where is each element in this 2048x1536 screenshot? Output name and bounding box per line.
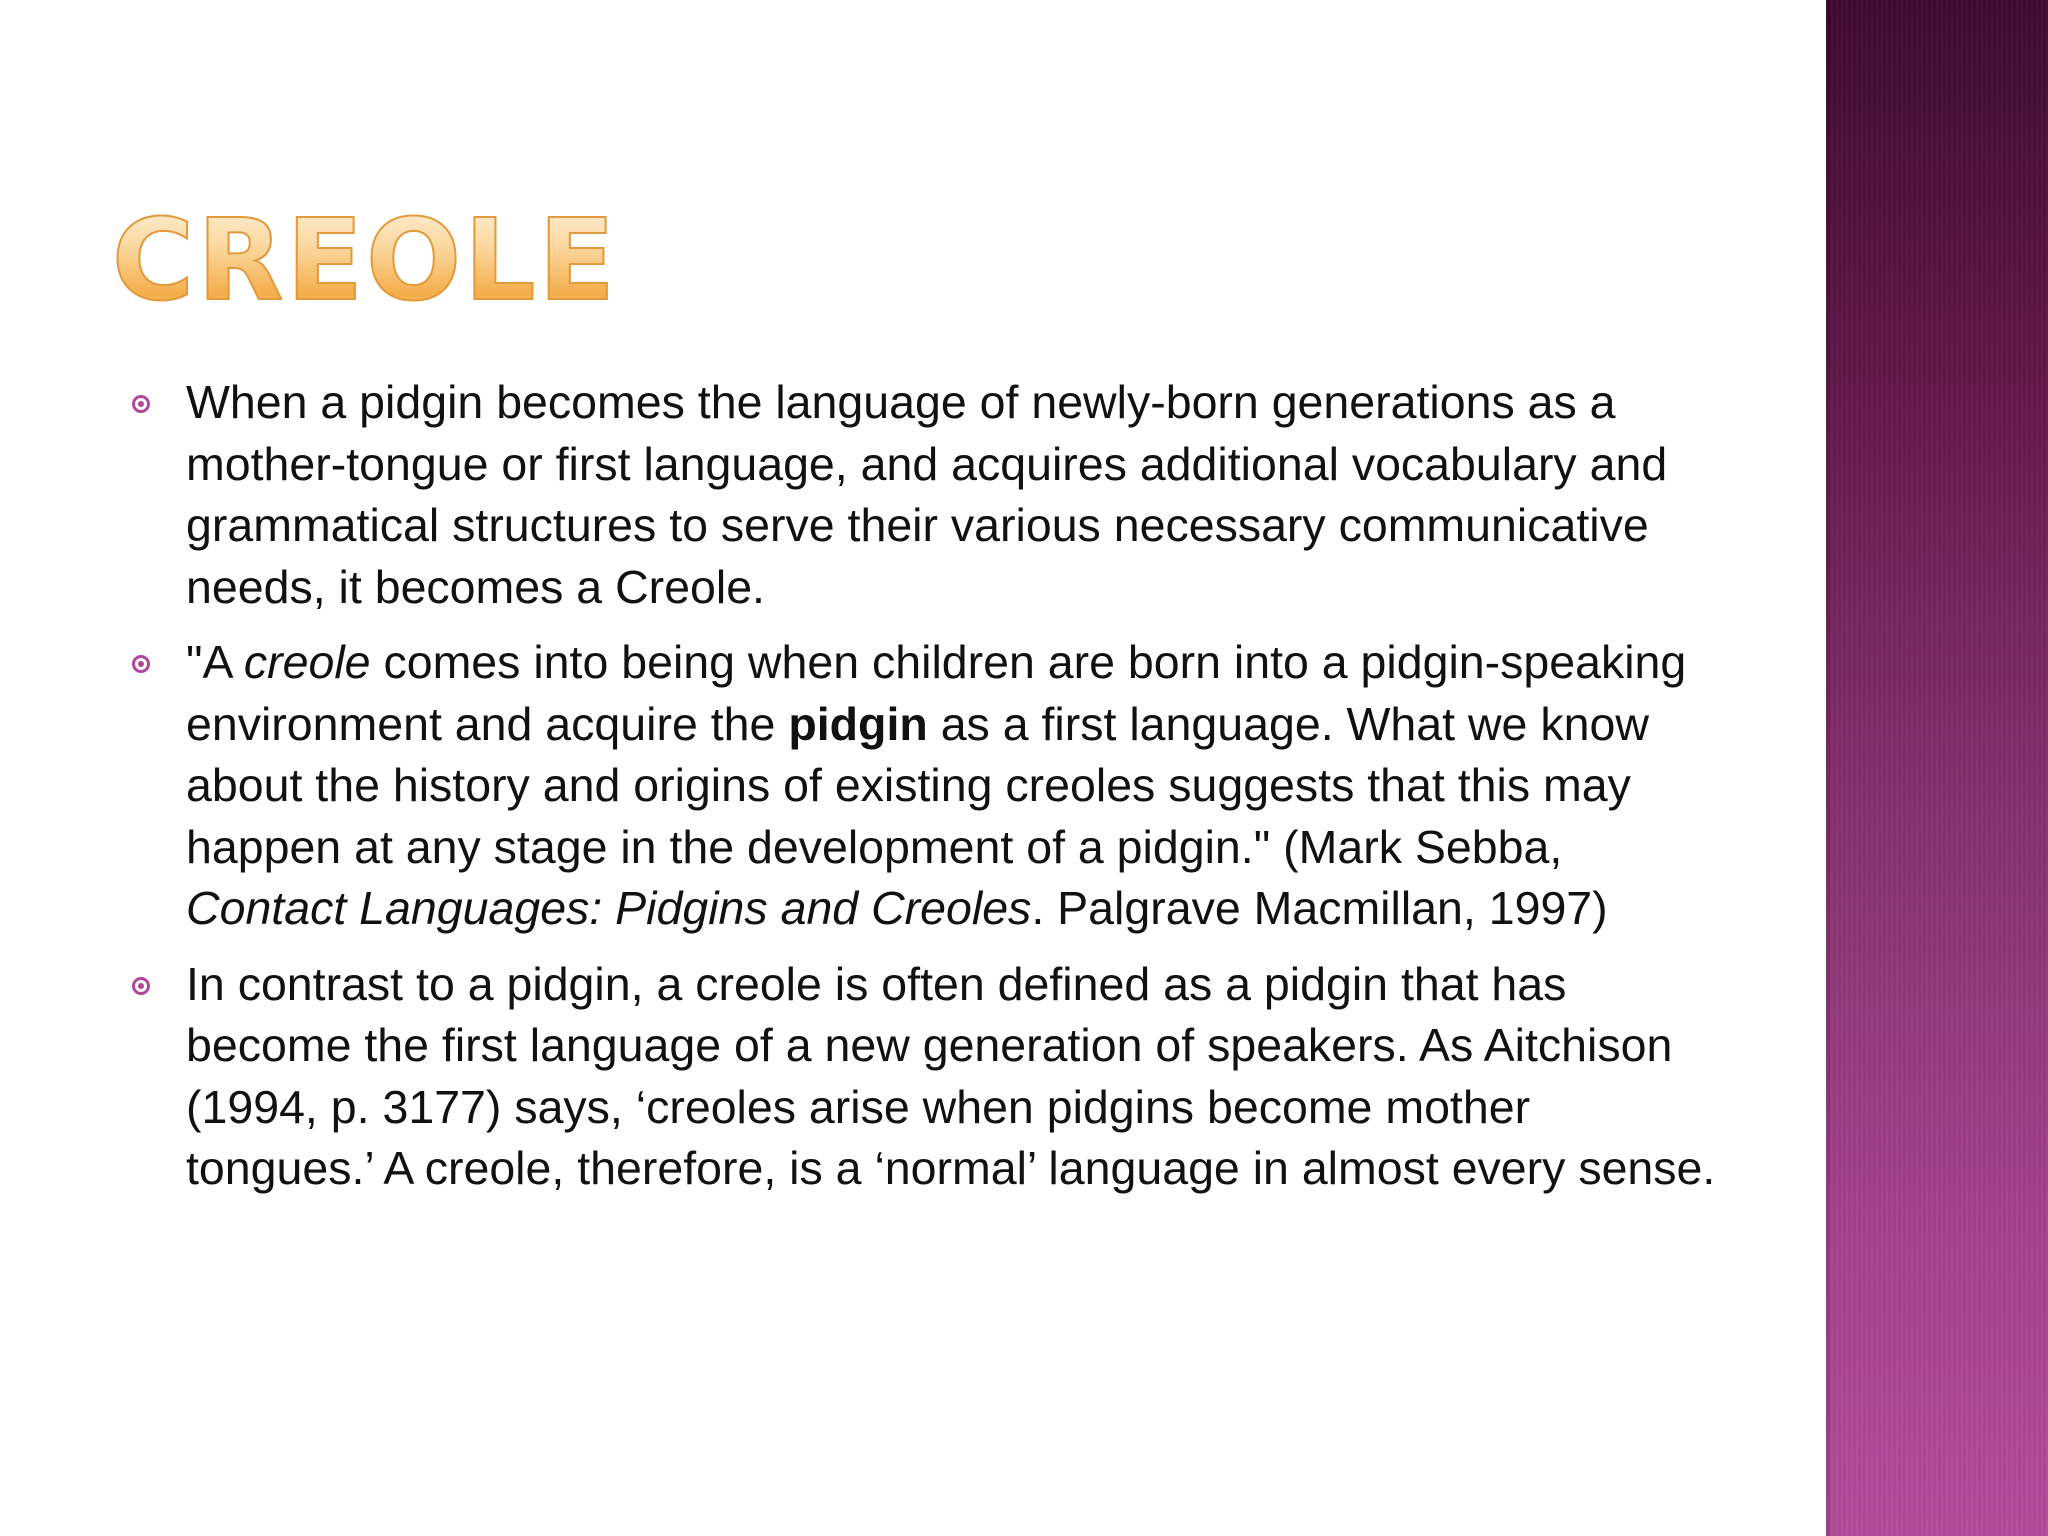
bullet-text: When a pidgin becomes the language of newly-born generations as a mother-tongue or first language, and acquires additional vocabulary and grammatical structures to serve their various necessary communicative needs, it becomes a Creole. (186, 376, 1668, 613)
circle-bullet-icon (132, 395, 150, 413)
italic-term: creole (243, 636, 371, 688)
decorative-side-band (1826, 0, 2048, 1536)
text-segment: as a first language. What we know about the history and origins of existing creoles suggests that this may happen at any stage in the development of a pidgin." (Mark Sebba, (186, 697, 1649, 873)
circle-bullet-icon (132, 655, 150, 673)
bullet-text: In contrast to a pidgin, a creole is often defined as a pidgin that has become the first language of a new generation of speakers. As Aitchison (1994, p. 3177) says, ‘creoles arise when pidgins become mother tongues.’ A creole, therefore, is a ‘normal’ language in almost every sense. (186, 957, 1716, 1194)
book-title: Contact Languages: Pidgins and Creoles (186, 882, 1032, 934)
bullet-item (132, 954, 1722, 1200)
text-segment: comes into being when children are born into a pidgin-speaking environment and acquire the (186, 636, 1687, 750)
slide-title: CREOLE (112, 196, 619, 326)
bullet-item (132, 372, 1722, 618)
bullet-text (186, 636, 1686, 934)
bullet-list (132, 372, 1722, 1214)
bold-term: pidgin (788, 697, 928, 750)
text-segment: "A (186, 636, 244, 688)
circle-bullet-icon (132, 977, 150, 995)
bullet-item (132, 632, 1722, 940)
text-segment: . Palgrave Macmillan, 1997) (1031, 882, 1608, 934)
